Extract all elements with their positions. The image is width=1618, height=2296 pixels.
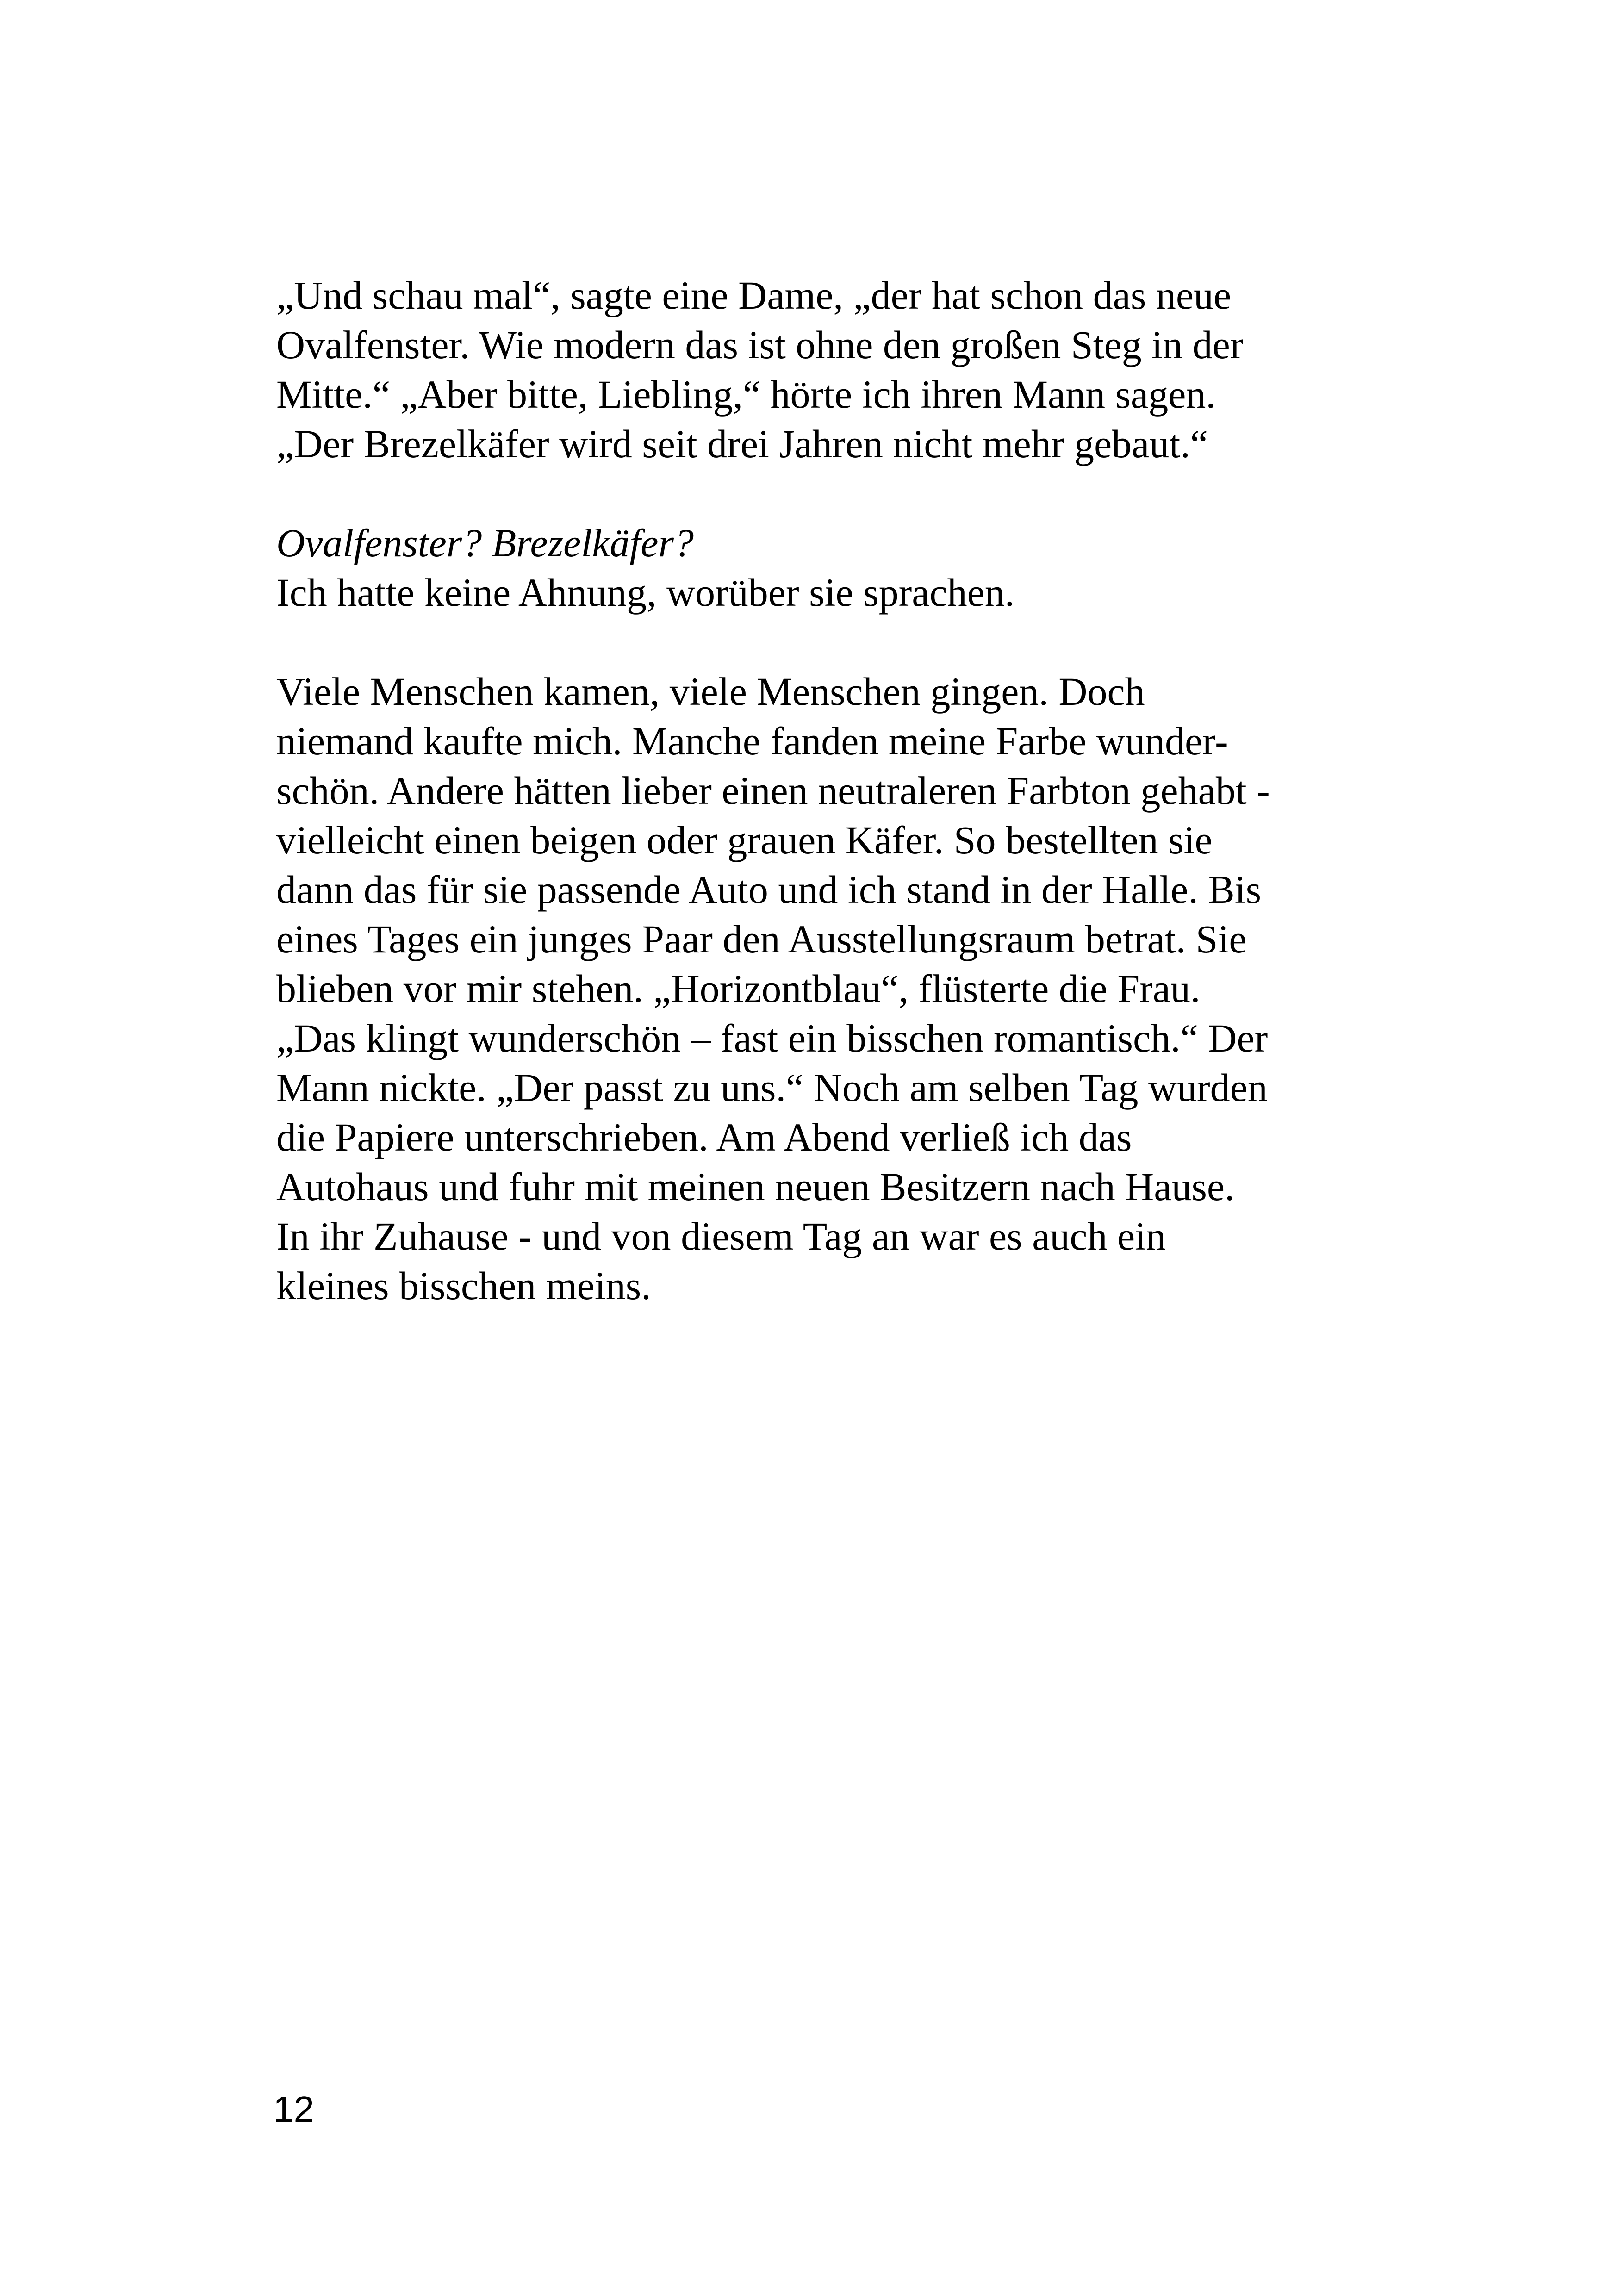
text-line: die Papiere unterschrieben. Am Abend verließ ich das <box>276 1115 1132 1159</box>
text-line: schön. Andere hätten lieber einen neutraleren Farbton gehabt - <box>276 768 1270 813</box>
paragraph-gap <box>276 617 1364 667</box>
page-number: 12 <box>273 2089 314 2130</box>
text-line: blieben vor mir stehen. „Horizontblau“, flüsterte die Frau. <box>276 966 1201 1011</box>
text-line: Autohaus und fuhr mit meinen neuen Besitzern nach Hause. <box>276 1164 1235 1209</box>
paragraph <box>276 667 1364 1311</box>
text-line: niemand kaufte mich. Manche fanden meine Farbe wunder- <box>276 719 1228 763</box>
text-line: dann das für sie passende Auto und ich stand in der Halle. Bis <box>276 867 1262 912</box>
text-line: vielleicht einen beigen oder grauen Käfer. So bestellten sie <box>276 818 1213 862</box>
text-line: Ovalfenster. Wie modern das ist ohne den großen Steg in der <box>276 323 1244 367</box>
text-line: „Das klingt wunderschön – fast ein bisschen romantisch.“ Der <box>276 1016 1268 1060</box>
text-line: In ihr Zuhause - und von diesem Tag an war es auch ein <box>276 1214 1166 1258</box>
text-line: „Und schau mal“, sagte eine Dame, „der hat schon das neue <box>276 273 1232 317</box>
text-line: „Der Brezelkäfer wird seit drei Jahren nicht mehr gebaut.“ <box>276 422 1208 466</box>
body-text <box>276 271 1364 1311</box>
paragraph <box>276 271 1364 469</box>
paragraph <box>276 518 1364 617</box>
paragraph-gap <box>276 469 1364 518</box>
text-line: eines Tages ein junges Paar den Ausstellungsraum betrat. Sie <box>276 917 1247 961</box>
text-line: Ich hatte keine Ahnung, worüber sie sprachen. <box>276 570 1015 615</box>
italic-text-line: Ovalfenster? Brezelkäfer? <box>276 521 694 565</box>
text-line: Mann nickte. „Der passt zu uns.“ Noch am selben Tag wurden <box>276 1065 1268 1110</box>
text-line: Mitte.“ „Aber bitte, Liebling,“ hörte ich ihren Mann sagen. <box>276 372 1216 417</box>
text-line: kleines bisschen meins. <box>276 1263 651 1308</box>
text-line: Viele Menschen kamen, viele Menschen gingen. Doch <box>276 669 1145 714</box>
